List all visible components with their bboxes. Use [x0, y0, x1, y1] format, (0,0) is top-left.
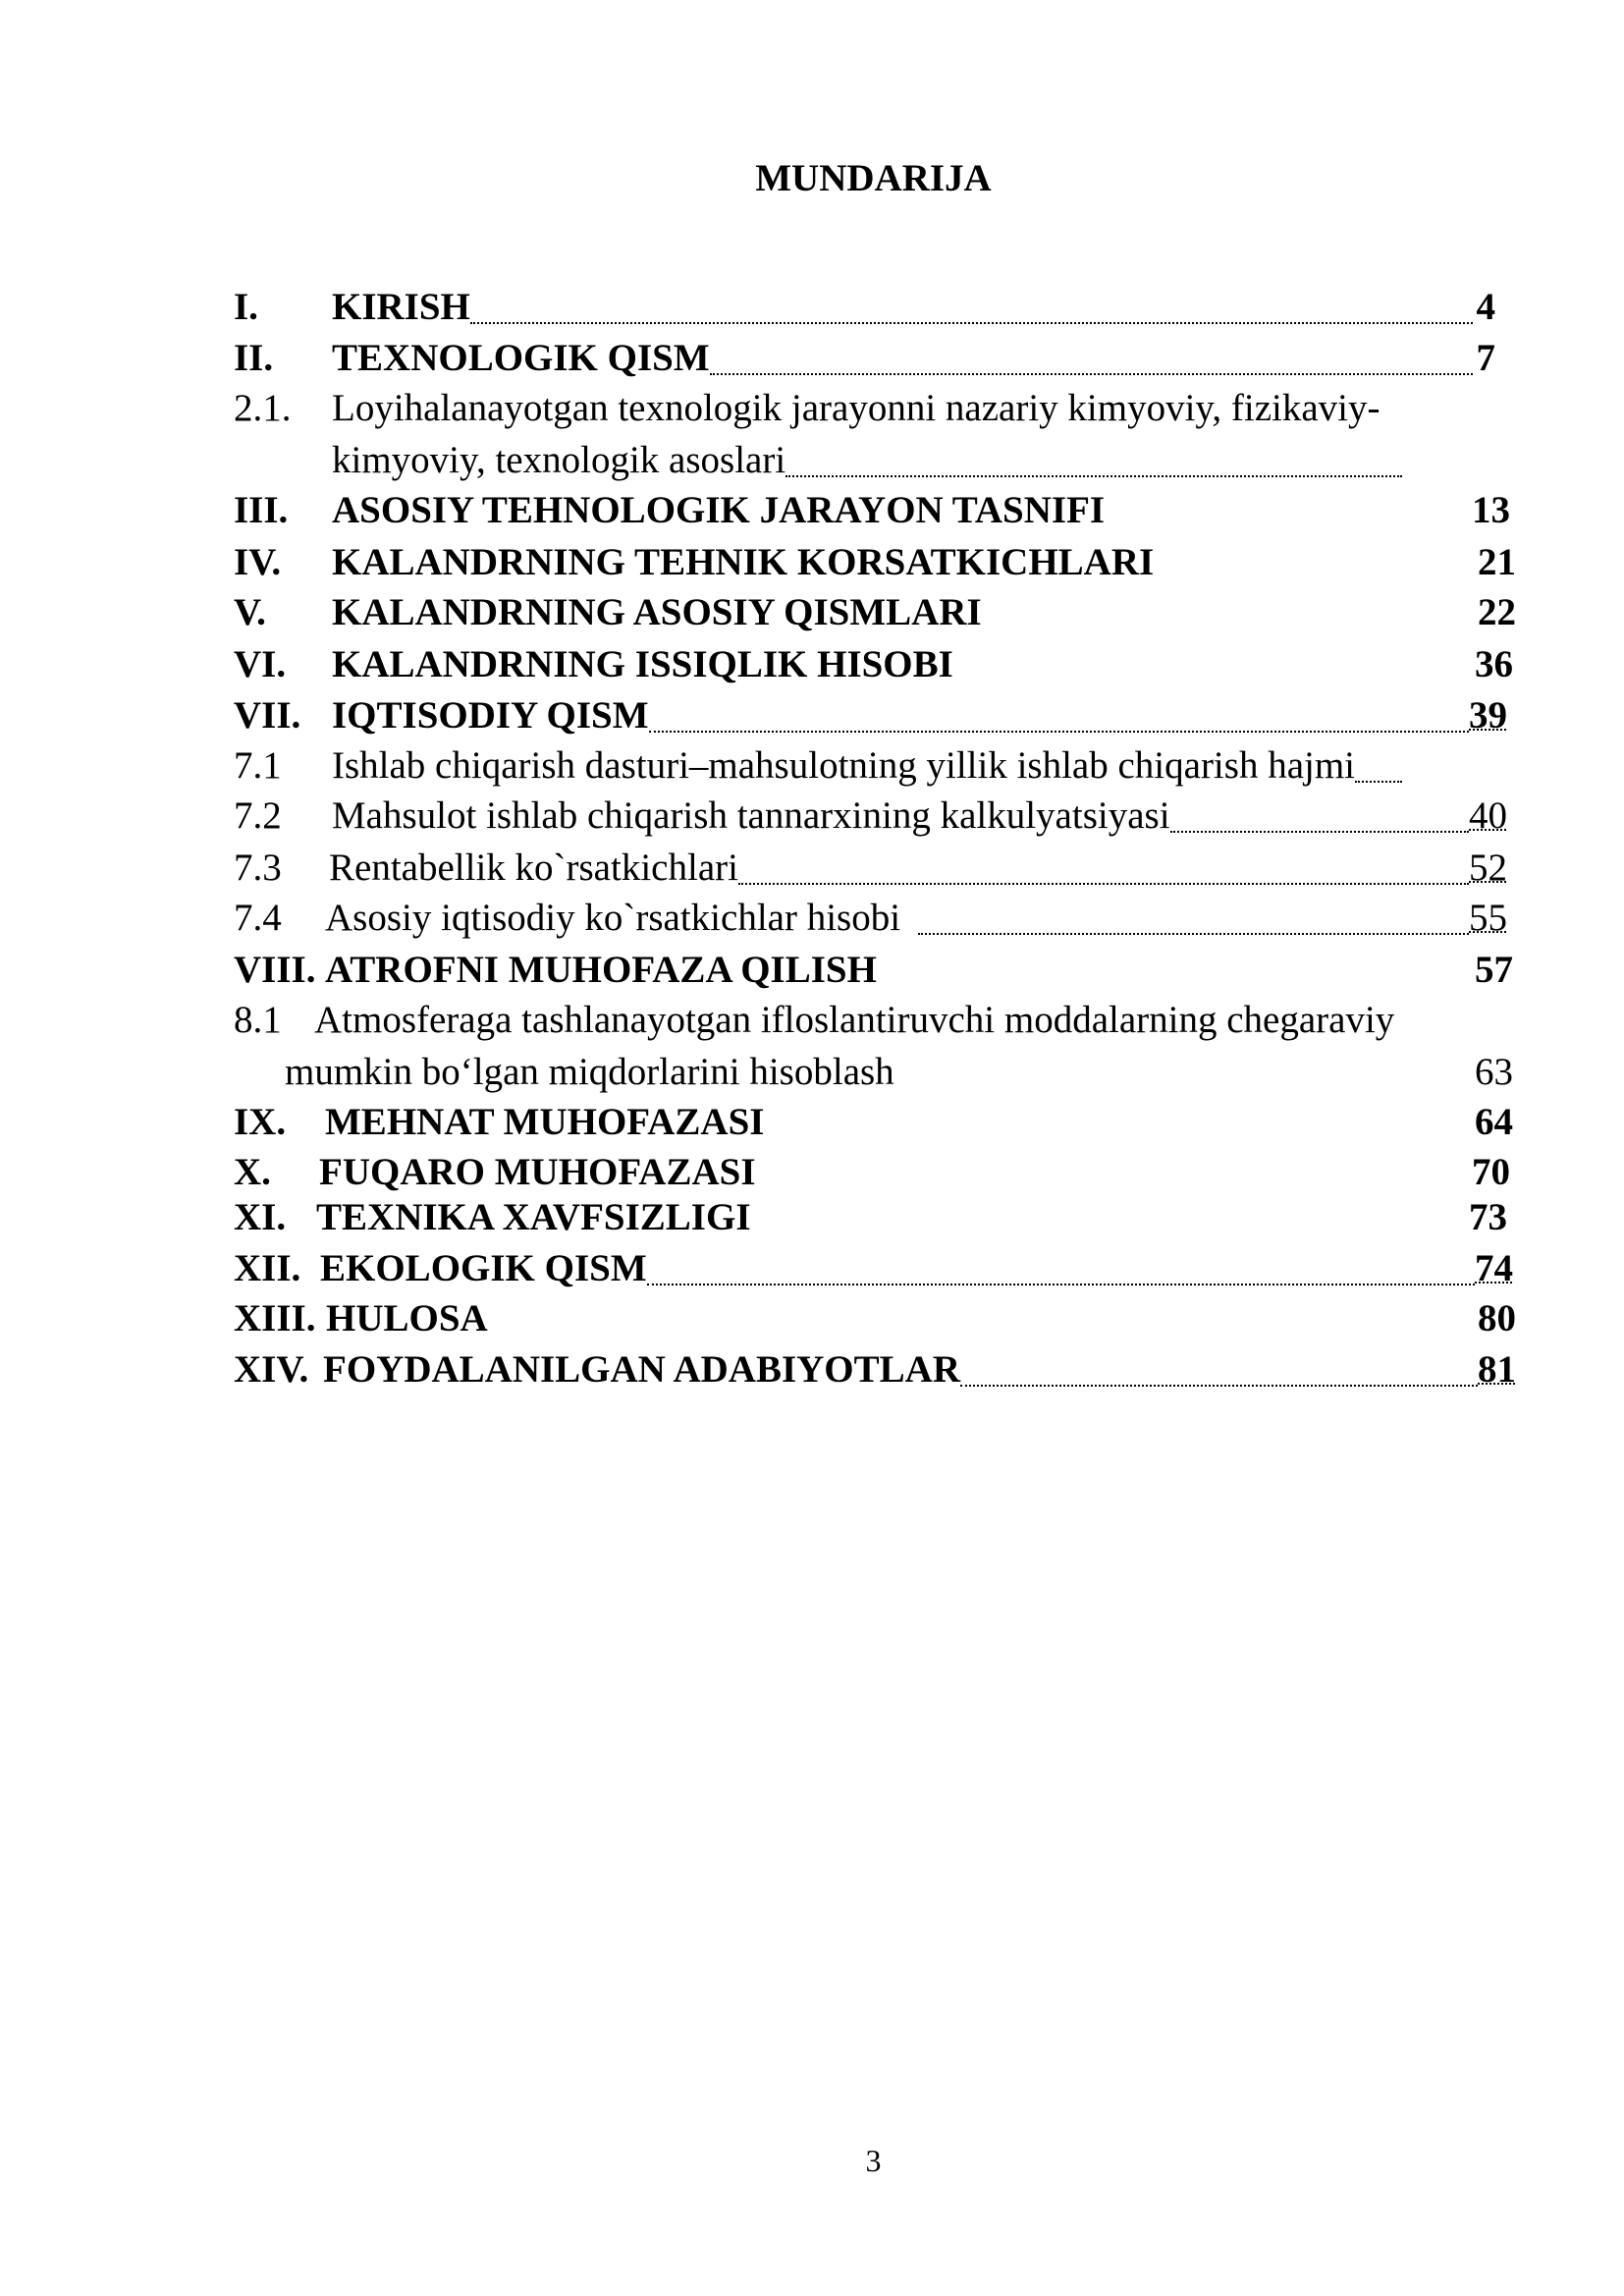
- toc-entry: [234, 893, 1507, 944]
- toc-entry-text: IQTISODIY QISM: [332, 694, 649, 737]
- toc-entry-text: Rentabellik ko`rsatkichlari: [329, 847, 738, 889]
- toc-entry: [234, 1344, 1516, 1395]
- toc-entry-page: 52: [1469, 847, 1507, 889]
- toc-entry-line: [234, 435, 1402, 486]
- toc-entry-text: Ishlab chiqarish dasturi–mahsulotning yillik ishlab chiqarish hajmi: [332, 744, 1356, 787]
- toc-entry-number: VI.: [234, 643, 287, 685]
- toc-entry-number: IX.: [234, 1101, 287, 1143]
- toc-entry-text: FUQARO MUHOFAZASI: [319, 1151, 756, 1193]
- toc-entry-text: KALANDRNING ISSIQLIK HISOBI: [332, 643, 953, 685]
- toc-entry: [234, 740, 1402, 792]
- toc-entry-page: 39: [1469, 694, 1507, 737]
- toc-entry-text: Atmosferaga tashlanayotgan ifloslantiruvchi moddalarning chegaraviy: [314, 999, 1395, 1041]
- toc-entry-page: 73: [1469, 1196, 1507, 1238]
- toc-entry-text: KIRISH: [332, 286, 470, 328]
- toc-entry-number: 2.1.: [234, 387, 292, 429]
- dot-leader: [1355, 781, 1402, 783]
- toc-entry-page: 40: [1469, 794, 1507, 837]
- toc-entry-text-continued: kimyoviy, texnologik asoslari: [332, 439, 786, 481]
- dot-leader: [647, 1284, 1475, 1285]
- toc-entry-page: 7: [1476, 337, 1495, 379]
- toc-entry: [234, 639, 1513, 690]
- toc-entry-text-continued: mumkin bo‘lgan miqdorlarini hisoblash: [285, 1051, 894, 1093]
- toc-entry-text: ASOSIY TEHNOLOGIK JARAYON TASNIFI: [332, 489, 1106, 531]
- toc-entry: [234, 843, 1507, 894]
- toc-entry-text: Asosiy iqtisodiy ko`rsatkichlar hisobi: [325, 897, 901, 939]
- toc-entry-line: [234, 995, 1513, 1046]
- toc-entry-number: XII.: [234, 1247, 301, 1289]
- toc-entry: [234, 1192, 1507, 1243]
- toc-entry-page: 74: [1475, 1247, 1513, 1289]
- toc-entry-page: 63: [1475, 1051, 1513, 1093]
- toc-entry-text: Mahsulot ishlab chiqarish tannarxining kalkulyatsiyasi: [332, 794, 1170, 837]
- toc-entry-page: 4: [1476, 286, 1495, 328]
- toc-entry-page: 22: [1478, 591, 1516, 633]
- toc-entry-number: XIV.: [234, 1348, 309, 1391]
- toc-entry-number: 7.3: [234, 847, 282, 889]
- toc-entry-page: 57: [1475, 949, 1513, 991]
- toc-entry-number: X.: [234, 1151, 271, 1193]
- toc-entry: [234, 791, 1507, 842]
- toc-entry-number: I.: [234, 286, 258, 328]
- toc-entry: [234, 1147, 1510, 1198]
- toc-entry-text: EKOLOGIK QISM: [320, 1247, 647, 1289]
- toc-entry-number: XIII.: [234, 1297, 316, 1339]
- page-number: 3: [865, 2143, 882, 2178]
- dot-leader: [918, 933, 1469, 935]
- toc-entry-text: HULOSA: [326, 1297, 488, 1339]
- toc-entry-text: Loyihalanayotgan texnologik jarayonni nazariy kimyoviy, fizikaviy-: [332, 387, 1380, 429]
- toc-entry-page: 64: [1475, 1101, 1513, 1143]
- toc-entry: [234, 333, 1495, 384]
- toc-entry-page: 55: [1469, 897, 1507, 939]
- toc-entry-page: 36: [1475, 643, 1513, 685]
- toc-entry-number: III.: [234, 489, 289, 531]
- dot-leader: [710, 373, 1473, 375]
- toc-entry-text: MEHNAT MUHOFAZASI: [325, 1101, 765, 1143]
- toc-entry: [234, 945, 1513, 996]
- toc-entry-text: FOYDALANILGAN ADABIYOTLAR: [323, 1348, 960, 1391]
- toc-entry-text: KALANDRNING TEHNIK KORSATKICHLARI: [332, 541, 1155, 583]
- toc-entry-line: [234, 383, 1513, 434]
- toc-entry-number: 8.1: [234, 999, 282, 1041]
- dot-leader: [738, 883, 1469, 885]
- toc-entry: [234, 485, 1510, 536]
- toc-entry-number: 7.4: [234, 897, 282, 939]
- dot-leader: [470, 322, 1473, 324]
- toc-entry-page: 70: [1472, 1151, 1510, 1193]
- dot-leader: [785, 475, 1402, 477]
- toc-entry-number: 7.2: [234, 794, 282, 837]
- dot-leader: [649, 731, 1469, 733]
- toc-entry-number: VII.: [234, 694, 301, 737]
- toc-entry-number: 7.1: [234, 744, 282, 787]
- toc-title: MUNDARIJA: [755, 157, 992, 199]
- toc-entry-number: XI.: [234, 1196, 287, 1238]
- toc-entry-text: TEXNOLOGIK QISM: [332, 337, 710, 379]
- toc-entry-page: 81: [1478, 1348, 1516, 1391]
- toc-entry-page: 21: [1478, 541, 1516, 583]
- toc-entry: [234, 587, 1516, 638]
- toc-entry: [234, 1293, 1516, 1344]
- toc-entry-number: IV.: [234, 541, 282, 583]
- toc-entry-text: ATROFNI MUHOFAZA QILISH: [325, 949, 877, 991]
- toc-entry: [234, 690, 1507, 741]
- toc-entry-number: V.: [234, 591, 266, 633]
- toc-entry-line: [234, 1047, 1513, 1098]
- toc-entry: [234, 282, 1495, 333]
- toc-entry-text: TEXNIKA XAVFSIZLIGI: [316, 1196, 751, 1238]
- toc-entry-page: 13: [1472, 489, 1510, 531]
- toc-entry: [234, 1243, 1513, 1294]
- toc-entry-page: 80: [1478, 1297, 1516, 1339]
- dot-leader: [1170, 831, 1469, 833]
- dot-leader: [960, 1385, 1478, 1387]
- toc-entry-number: VIII.: [234, 949, 316, 991]
- toc-entry-number: II.: [234, 337, 274, 379]
- toc-entry: [234, 537, 1516, 588]
- toc-entry: [234, 1097, 1513, 1148]
- toc-entry-text: KALANDRNING ASOSIY QISMLARI: [332, 591, 982, 633]
